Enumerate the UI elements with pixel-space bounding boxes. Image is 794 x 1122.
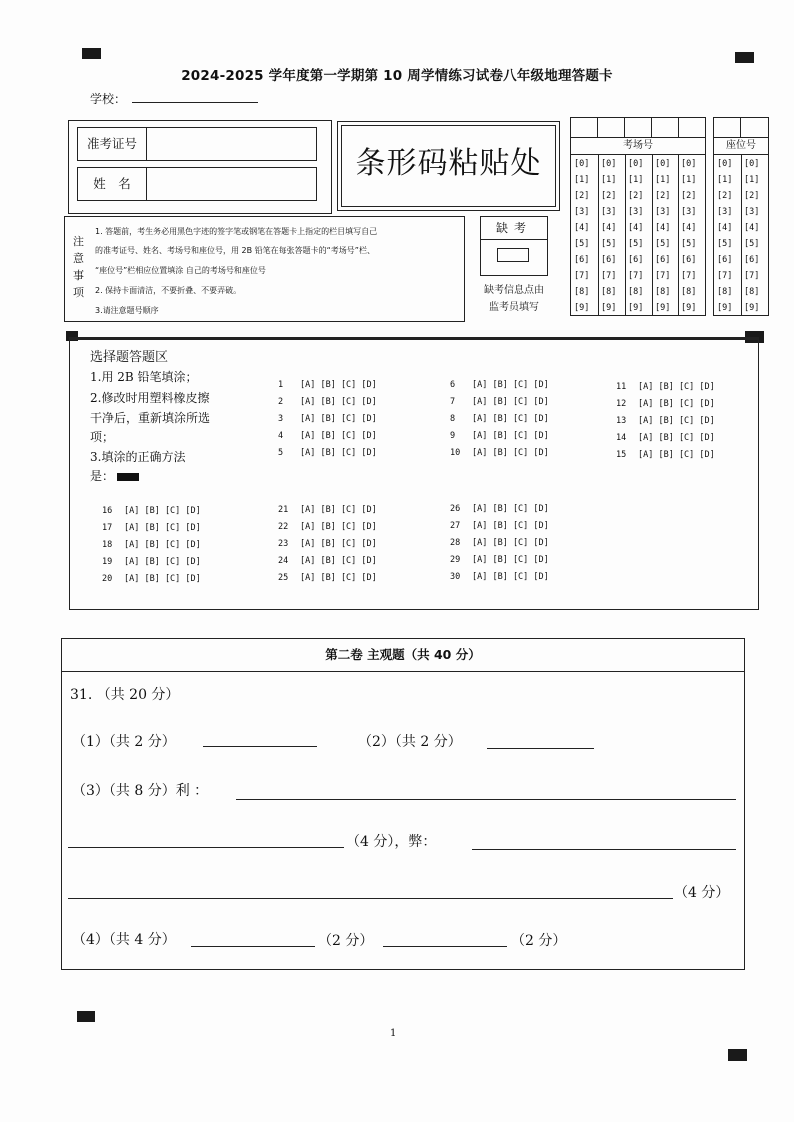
question-number: 10 <box>450 448 461 458</box>
question-number: 24 <box>278 556 289 566</box>
seat-number-label: 座位号 <box>714 138 768 155</box>
choice-question-3 <box>278 414 377 424</box>
answer-options[interactable]: [A] [B] [C] [D] <box>638 399 715 409</box>
choice-instruction-2b: 干净后，重新填涂所选 <box>90 411 211 425</box>
choice-question-24 <box>278 556 377 566</box>
exam-room-digit-c4-0[interactable]: [0] <box>655 159 671 169</box>
answer-options[interactable]: [A] [B] [C] [D] <box>124 506 201 516</box>
exam-room-digit-c3-9[interactable]: [9] <box>628 303 644 313</box>
answer-options[interactable]: [A] [B] [C] [D] <box>472 504 549 514</box>
exam-room-digit-c5-6[interactable]: [6] <box>681 255 697 265</box>
seat-digit-c1-3[interactable]: [3] <box>717 207 733 217</box>
choice-question-9 <box>450 431 549 441</box>
q31-part4-label: （4）（共 4 分） <box>72 932 176 948</box>
school-label: 学校： <box>90 92 127 106</box>
exam-room-digit-c1-4[interactable]: [4] <box>574 223 590 233</box>
q31-part4-score-a: （2 分） <box>318 933 374 949</box>
question-number: 27 <box>450 521 461 531</box>
school-line[interactable] <box>132 90 258 103</box>
exam-room-digit-c5-8[interactable]: [8] <box>681 287 697 297</box>
q31-part3-score-b: （4 分） <box>674 885 730 901</box>
question-number: 30 <box>450 572 461 582</box>
seat-digit-c1-2[interactable]: [2] <box>717 191 733 201</box>
choice-question-30 <box>450 572 549 582</box>
choice-question-19 <box>102 557 201 567</box>
seat-digit-c2-4[interactable]: [4] <box>744 223 760 233</box>
seat-digit-c1-5[interactable]: [5] <box>717 239 733 249</box>
q31-part3-disadvantage-line-2[interactable] <box>68 898 673 899</box>
choice-instruction-3b <box>90 467 139 484</box>
choice-instruction-1: 1.用 2B 铅笔填涂； <box>90 370 198 384</box>
choice-question-26 <box>450 504 549 514</box>
question-number: 11 <box>616 382 627 392</box>
exam-room-digit-c1-5[interactable]: [5] <box>574 239 590 249</box>
question-number: 28 <box>450 538 461 548</box>
name-row[interactable] <box>77 167 317 201</box>
question-number: 12 <box>616 399 627 409</box>
alignment-mark-bottom-right <box>728 1049 747 1061</box>
question-number: 14 <box>616 433 627 443</box>
notice-rule-1b: 的准考证号、姓名、考场号和座位号，用 2B 铅笔在每张答题卡的“考场号”栏、 <box>95 246 375 255</box>
answer-options[interactable]: [A] [B] [C] [D] <box>300 522 377 532</box>
choice-question-14 <box>616 433 715 443</box>
answer-options[interactable]: [A] [B] [C] [D] <box>124 523 201 533</box>
answer-options[interactable]: [A] [B] [C] [D] <box>300 539 377 549</box>
exam-room-digit-c2-3[interactable]: [3] <box>601 207 617 217</box>
choice-question-28 <box>450 538 549 548</box>
exam-room-grid[interactable] <box>570 117 706 316</box>
seat-digit-c2-1[interactable]: [1] <box>744 175 760 185</box>
exam-room-digit-c5-0[interactable]: [0] <box>681 159 697 169</box>
question-number: 29 <box>450 555 461 565</box>
choice-title: 选择题答题区 <box>90 350 169 365</box>
choice-question-1 <box>278 380 377 390</box>
question-number: 6 <box>450 380 456 390</box>
barcode-label: 条形码粘贴处 <box>341 125 556 207</box>
exam-room-digit-c2-2[interactable]: [2] <box>601 191 617 201</box>
seat-digit-c2-3[interactable]: [3] <box>744 207 760 217</box>
answer-options[interactable]: [A] [B] [C] [D] <box>472 380 549 390</box>
question-number: 7 <box>450 397 456 407</box>
exam-room-digit-c5-7[interactable]: [7] <box>681 271 697 281</box>
q31-part1-label: （1）（共 2 分） <box>72 734 176 750</box>
choice-question-10 <box>450 448 549 458</box>
answer-options[interactable]: [A] [B] [C] [D] <box>472 448 549 458</box>
exam-room-digit-c5-5[interactable]: [5] <box>681 239 697 249</box>
seat-digit-c1-7[interactable]: [7] <box>717 271 733 281</box>
exam-room-digit-c2-9[interactable]: [9] <box>601 303 617 313</box>
answer-options[interactable]: [A] [B] [C] [D] <box>300 448 377 458</box>
exam-room-digit-c3-2[interactable]: [2] <box>628 191 644 201</box>
exam-room-digit-c3-0[interactable]: [0] <box>628 159 644 169</box>
absent-box <box>480 216 548 276</box>
q31-part4-score-b: （2 分） <box>511 933 567 949</box>
seat-digit-c1-1[interactable]: [1] <box>717 175 733 185</box>
alignment-mark-top-left <box>82 48 101 59</box>
choice-question-29 <box>450 555 549 565</box>
exam-room-digit-c2-5[interactable]: [5] <box>601 239 617 249</box>
question-number: 9 <box>450 431 456 441</box>
exam-room-digit-c3-1[interactable]: [1] <box>628 175 644 185</box>
choice-instruction-2a: 2.修改时用塑料橡皮擦 <box>90 391 210 405</box>
exam-room-digit-c1-9[interactable]: [9] <box>574 303 590 313</box>
seat-digit-c2-7[interactable]: [7] <box>744 271 760 281</box>
notice-rule-1c: “座位号”栏相应位置填涂 自己的考场号和座位号 <box>95 266 266 275</box>
answer-options[interactable]: [A] [B] [C] [D] <box>472 538 549 548</box>
question-number: 19 <box>102 557 113 567</box>
answer-options[interactable]: [A] [B] [C] [D] <box>472 572 549 582</box>
alignment-mark-top-right <box>735 52 754 63</box>
exam-room-digit-c1-2[interactable]: [2] <box>574 191 590 201</box>
answer-options[interactable]: [A] [B] [C] [D] <box>472 414 549 424</box>
question-number: 22 <box>278 522 289 532</box>
notice-rule-3: 3.请注意题号顺序 <box>95 306 159 315</box>
question-number: 26 <box>450 504 461 514</box>
answer-options[interactable]: [A] [B] [C] [D] <box>638 450 715 460</box>
choice-question-6 <box>450 380 549 390</box>
choice-question-17 <box>102 523 201 533</box>
exam-room-digit-c5-3[interactable]: [3] <box>681 207 697 217</box>
choice-question-7 <box>450 397 549 407</box>
exam-room-digit-c2-0[interactable]: [0] <box>601 159 617 169</box>
exam-room-digit-c3-8[interactable]: [8] <box>628 287 644 297</box>
exam-room-digit-c4-1[interactable]: [1] <box>655 175 671 185</box>
exam-room-digit-c1-7[interactable]: [7] <box>574 271 590 281</box>
choice-question-22 <box>278 522 377 532</box>
exam-room-label: 考场号 <box>571 138 705 155</box>
q31-part3-advantage-line-1[interactable] <box>236 799 736 800</box>
question-number: 3 <box>278 414 284 424</box>
seat-digit-c2-2[interactable]: [2] <box>744 191 760 201</box>
seat-digit-c2-0[interactable]: [0] <box>744 159 760 169</box>
absent-fill-box[interactable] <box>497 248 529 262</box>
answer-options[interactable]: [A] [B] [C] [D] <box>472 431 549 441</box>
answer-options[interactable]: [A] [B] [C] [D] <box>300 414 377 424</box>
notice-rule-2: 2. 保持卡面清洁，不要折叠、不要弄破。 <box>95 286 242 295</box>
choice-question-20 <box>102 574 201 584</box>
exam-room-digit-c4-6[interactable]: [6] <box>655 255 671 265</box>
subjective-header: 第二卷 主观题（共 40 分） <box>62 639 744 672</box>
q31-part3-disadvantage-line-1[interactable] <box>472 849 736 850</box>
exam-room-digit-c2-1[interactable]: [1] <box>601 175 617 185</box>
choice-question-12 <box>616 399 715 409</box>
seat-digit-c1-8[interactable]: [8] <box>717 287 733 297</box>
q31-part4-answer-line-2[interactable] <box>383 946 507 947</box>
question-number: 25 <box>278 573 289 583</box>
q31-title: 31. （共 20 分） <box>70 687 180 703</box>
candidate-info-box <box>68 120 332 214</box>
notice-rule-1a: 1. 答题前，考生务必用黑色字迹的签字笔或钢笔在答题卡上指定的栏目填写自己 <box>95 227 378 236</box>
seat-digit-c2-9[interactable]: [9] <box>744 303 760 313</box>
exam-room-digit-c1-3[interactable]: [3] <box>574 207 590 217</box>
answer-options[interactable]: [A] [B] [C] [D] <box>472 521 549 531</box>
answer-options[interactable]: [A] [B] [C] [D] <box>300 573 377 583</box>
seat-digit-c2-6[interactable]: [6] <box>744 255 760 265</box>
question-number: 8 <box>450 414 456 424</box>
q31-part1-answer-line[interactable] <box>203 746 317 747</box>
choice-question-2 <box>278 397 377 407</box>
seat-digit-c1-0[interactable]: [0] <box>717 159 733 169</box>
exam-room-digit-c5-1[interactable]: [1] <box>681 175 697 185</box>
alignment-mark-bottom-left <box>77 1011 95 1022</box>
absent-note-line-1: 缺考信息点由 <box>484 285 544 296</box>
seat-digit-c1-4[interactable]: [4] <box>717 223 733 233</box>
answer-options[interactable]: [A] [B] [C] [D] <box>300 431 377 441</box>
answer-options[interactable]: [A] [B] [C] [D] <box>472 397 549 407</box>
question-number: 2 <box>278 397 284 407</box>
answer-options[interactable]: [A] [B] [C] [D] <box>638 433 715 443</box>
question-number: 17 <box>102 523 113 533</box>
seat-number-grid[interactable] <box>713 117 769 316</box>
choice-question-25 <box>278 573 377 583</box>
absent-note-line-2: 监考员填写 <box>489 302 539 313</box>
question-number: 16 <box>102 506 113 516</box>
choice-question-15 <box>616 450 715 460</box>
exam-room-digit-c5-4[interactable]: [4] <box>681 223 697 233</box>
exam-room-digit-c2-4[interactable]: [4] <box>601 223 617 233</box>
choice-question-8 <box>450 414 549 424</box>
choice-question-27 <box>450 521 549 531</box>
choice-question-18 <box>102 540 201 550</box>
answer-options[interactable]: [A] [B] [C] [D] <box>124 574 201 584</box>
answer-options[interactable]: [A] [B] [C] [D] <box>300 397 377 407</box>
exam-room-digit-c4-9[interactable]: [9] <box>655 303 671 313</box>
exam-room-digit-c2-8[interactable]: [8] <box>601 287 617 297</box>
name-label: 姓 名 <box>78 168 147 200</box>
exam-room-digit-c5-9[interactable]: [9] <box>681 303 697 313</box>
exam-id-label: 准考证号 <box>78 128 147 160</box>
seat-digit-c1-9[interactable]: [9] <box>717 303 733 313</box>
absent-label: 缺考 <box>481 217 547 240</box>
question-number: 18 <box>102 540 113 550</box>
exam-room-digit-c3-3[interactable]: [3] <box>628 207 644 217</box>
question-number: 1 <box>278 380 284 390</box>
choice-question-4 <box>278 431 377 441</box>
exam-room-digit-c1-1[interactable]: [1] <box>574 175 590 185</box>
answer-options[interactable]: [A] [B] [C] [D] <box>300 505 377 515</box>
question-number: 23 <box>278 539 289 549</box>
exam-room-digit-c1-0[interactable]: [0] <box>574 159 590 169</box>
answer-options[interactable]: [A] [B] [C] [D] <box>124 540 201 550</box>
answer-options[interactable]: [A] [B] [C] [D] <box>300 380 377 390</box>
question-number: 15 <box>616 450 627 460</box>
q31-part2-label: （2）（共 2 分） <box>358 734 462 750</box>
filled-example-mark <box>117 473 139 481</box>
exam-room-digit-c2-6[interactable]: [6] <box>601 255 617 265</box>
choice-question-5 <box>278 448 377 458</box>
exam-room-digit-c2-7[interactable]: [7] <box>601 271 617 281</box>
choice-question-21 <box>278 505 377 515</box>
exam-room-digit-c3-5[interactable]: [5] <box>628 239 644 249</box>
answer-options[interactable]: [A] [B] [C] [D] <box>638 382 715 392</box>
q31-part3-advantage-line-2[interactable] <box>68 847 344 848</box>
exam-room-digit-c1-8[interactable]: [8] <box>574 287 590 297</box>
exam-room-digit-c4-3[interactable]: [3] <box>655 207 671 217</box>
q31-part3-label: （3）（共 8 分）利 ： <box>72 783 209 799</box>
exam-room-digit-c3-4[interactable]: [4] <box>628 223 644 233</box>
q31-part3-score-a: （4 分），弊： <box>346 834 437 850</box>
question-number: 5 <box>278 448 284 458</box>
exam-room-digit-c1-6[interactable]: [6] <box>574 255 590 265</box>
answer-options[interactable]: [A] [B] [C] [D] <box>124 557 201 567</box>
seat-write-row[interactable] <box>714 118 768 138</box>
answer-options[interactable]: [A] [B] [C] [D] <box>472 555 549 565</box>
choice-question-23 <box>278 539 377 549</box>
absent-note <box>466 282 562 316</box>
answer-options[interactable]: [A] [B] [C] [D] <box>638 416 715 426</box>
choice-instruction-3b-text: 是： <box>90 469 115 483</box>
exam-room-digit-c4-2[interactable]: [2] <box>655 191 671 201</box>
question-number: 20 <box>102 574 113 584</box>
school-field[interactable] <box>90 90 126 107</box>
seat-digit-c2-5[interactable]: [5] <box>744 239 760 249</box>
exam-room-digit-c3-7[interactable]: [7] <box>628 271 644 281</box>
choice-instruction-3a: 3.填涂的正确方法 <box>90 450 186 464</box>
seat-digit-c2-8[interactable]: [8] <box>744 287 760 297</box>
notice-box <box>64 216 465 322</box>
exam-room-digit-c5-2[interactable]: [2] <box>681 191 697 201</box>
choice-instruction-2c: 项； <box>90 430 115 444</box>
exam-room-digit-c4-8[interactable]: [8] <box>655 287 671 297</box>
exam-room-digit-c4-4[interactable]: [4] <box>655 223 671 233</box>
choice-question-16 <box>102 506 201 516</box>
q31-part4-answer-line-1[interactable] <box>191 946 315 947</box>
notice-heading: 注意事项 <box>73 235 84 299</box>
seat-digit-c1-6[interactable]: [6] <box>717 255 733 265</box>
exam-room-write-row[interactable] <box>571 118 705 138</box>
exam-room-digit-c3-6[interactable]: [6] <box>628 255 644 265</box>
question-number: 4 <box>278 431 284 441</box>
page-number: 1 <box>390 1028 397 1039</box>
barcode-area <box>337 121 560 211</box>
choice-question-11 <box>616 382 715 392</box>
exam-id-row[interactable] <box>77 127 317 161</box>
exam-room-digit-c4-5[interactable]: [5] <box>655 239 671 249</box>
page-title: 2024-2025 学年度第一学期第 10 周学情练习试卷八年级地理答题卡 <box>181 68 613 84</box>
q31-part2-answer-line[interactable] <box>487 748 594 749</box>
answer-options[interactable]: [A] [B] [C] [D] <box>300 556 377 566</box>
choice-question-13 <box>616 416 715 426</box>
question-number: 21 <box>278 505 289 515</box>
exam-room-digit-c4-7[interactable]: [7] <box>655 271 671 281</box>
question-number: 13 <box>616 416 627 426</box>
